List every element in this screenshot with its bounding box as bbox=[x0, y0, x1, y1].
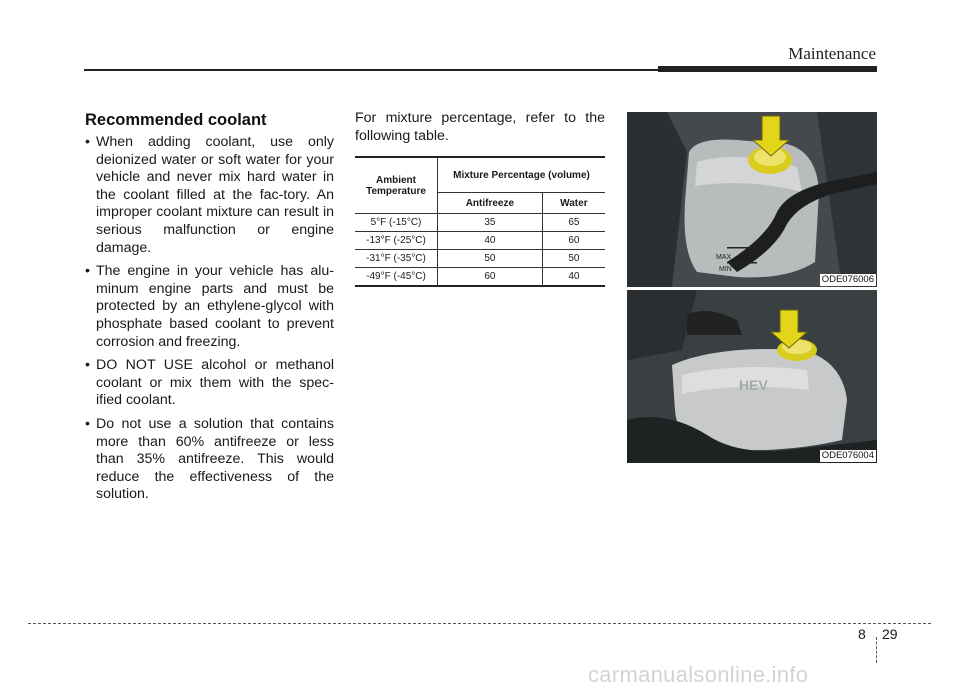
cell-water: 65 bbox=[542, 214, 605, 232]
cell-antifreeze: 40 bbox=[438, 232, 543, 250]
header-rule bbox=[84, 69, 670, 71]
cell-temperature: -31°F (-35°C) bbox=[355, 250, 438, 268]
cell-temperature: -49°F (-45°C) bbox=[355, 268, 438, 287]
header-water: Water bbox=[542, 193, 605, 214]
cell-water: 50 bbox=[542, 250, 605, 268]
bullet-text: The engine in your vehicle has alu-minum engine parts and must be protected by an ethylene-glycol with phosphate based coolant to prevent corrosion and freezing. bbox=[96, 263, 334, 350]
hev-badge-text: HEV bbox=[739, 377, 768, 393]
bullet-text: Do not use a solution that contains more than 60% antifreeze or less than 35% antifreeze. This would reduce the effectiveness of the solution. bbox=[96, 415, 334, 503]
watermark-text: carmanualsonline.info bbox=[588, 662, 809, 687]
footer-divider bbox=[28, 623, 931, 624]
reservoir-max-label: MAX bbox=[716, 254, 732, 261]
photo-reference-code: ODE076006 bbox=[821, 274, 874, 285]
coolant-reservoir-photo bbox=[627, 112, 877, 287]
header-section-title: Maintenance bbox=[788, 44, 876, 63]
bullet-text: DO NOT USE alcohol or methanol coolant or mix them with the spec-ified coolant. bbox=[96, 357, 334, 409]
cell-antifreeze: 60 bbox=[438, 268, 543, 287]
bullet-list bbox=[85, 134, 334, 510]
reservoir-min-label: MIN bbox=[719, 266, 732, 273]
section-heading: Recommended coolant bbox=[85, 111, 267, 129]
bullet-dot-icon: • bbox=[85, 263, 90, 280]
page-number: 29 bbox=[882, 626, 898, 642]
bullet-item bbox=[85, 357, 334, 410]
engine-bay-illustration bbox=[627, 290, 877, 463]
bullet-text: When adding coolant, use only deionized water or soft water for your vehicle and never mix hard water in the coolant filled at the fac-tory. An improper coolant mixture can result in serious malfunction or engine damage. bbox=[96, 134, 334, 256]
header-antifreeze: Antifreeze bbox=[438, 193, 543, 214]
cell-antifreeze: 35 bbox=[438, 214, 543, 232]
header-mixture-percentage: Mixture Percentage (volume) bbox=[438, 157, 606, 193]
bullet-item bbox=[85, 134, 334, 257]
header-ambient-temperature: Ambient Temperature bbox=[355, 157, 438, 214]
cell-water: 60 bbox=[542, 232, 605, 250]
chapter-number: 8 bbox=[858, 626, 866, 642]
table-row bbox=[355, 232, 605, 250]
photo-reference-code: ODE076004 bbox=[821, 450, 874, 461]
bullet-item bbox=[85, 416, 334, 504]
bullet-dot-icon: • bbox=[85, 415, 90, 432]
bullet-item bbox=[85, 263, 334, 351]
engine-bay-photo bbox=[627, 290, 877, 463]
cell-antifreeze: 50 bbox=[438, 250, 543, 268]
coolant-mixture-table bbox=[355, 156, 605, 287]
reservoir-illustration bbox=[627, 112, 877, 287]
table-row bbox=[355, 250, 605, 268]
page-number-divider bbox=[876, 637, 877, 663]
table-header-row bbox=[355, 157, 605, 193]
cell-temperature: -13°F (-25°C) bbox=[355, 232, 438, 250]
cell-temperature: 5°F (-15°C) bbox=[355, 214, 438, 232]
bullet-dot-icon: • bbox=[85, 357, 90, 374]
table-row bbox=[355, 214, 605, 232]
table-intro-text: For mixture percentage, refer to the following table. bbox=[355, 110, 605, 144]
header-rule-accent bbox=[658, 66, 877, 72]
bullet-dot-icon: • bbox=[85, 134, 90, 150]
cell-water: 40 bbox=[542, 268, 605, 287]
table-row bbox=[355, 268, 605, 287]
